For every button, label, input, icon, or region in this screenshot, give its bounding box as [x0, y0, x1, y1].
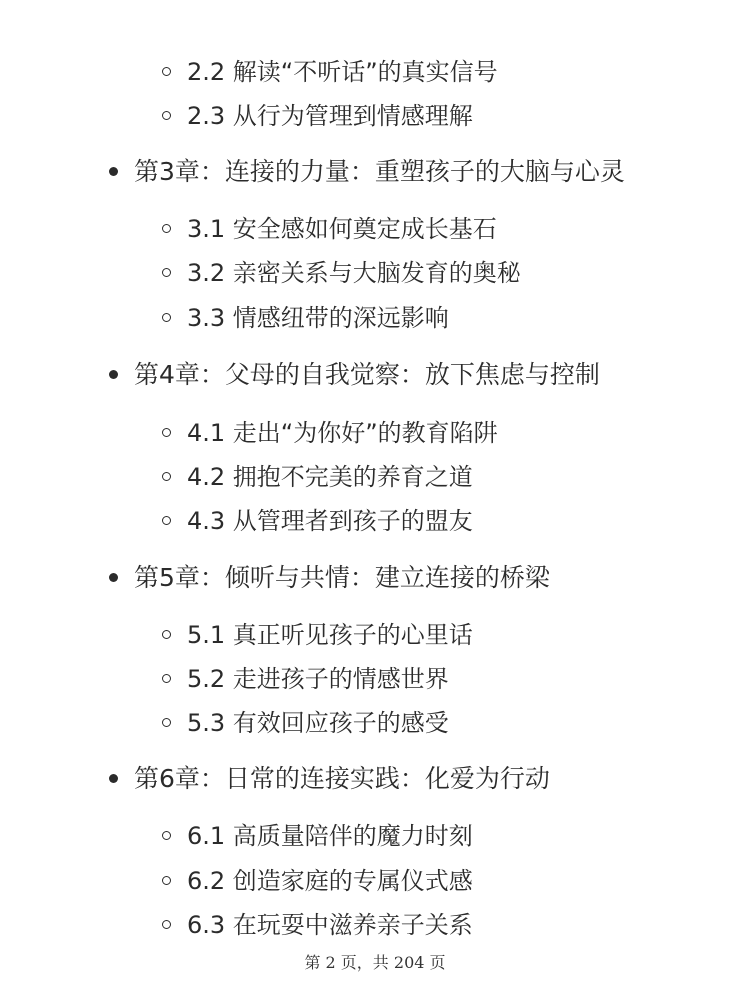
toc-item-label: 3.1 安全感如何奠定成长基石 — [187, 215, 497, 243]
toc-item-label: 3.2 亲密关系与大脑发育的奥秘 — [187, 259, 521, 287]
toc-item-label: 3.3 情感纽带的深远影响 — [187, 304, 449, 332]
toc-chapter-item — [109, 762, 550, 796]
toc-item-label: 4.1 走出“为你好”的教育陷阱 — [187, 419, 498, 447]
hollow-bullet-icon — [162, 313, 171, 322]
toc-item-label: 2.3 从行为管理到情感理解 — [187, 102, 473, 130]
toc-section-item — [162, 662, 449, 696]
toc-section-item — [162, 864, 473, 898]
page-number-footer: 第 2 页，共 204 页 — [304, 953, 446, 972]
toc-item-label: 5.2 走进孩子的情感世界 — [187, 665, 449, 693]
toc-chapter-item — [109, 561, 550, 595]
toc-section-item — [162, 706, 449, 740]
hollow-bullet-icon — [162, 718, 171, 727]
hollow-bullet-icon — [162, 516, 171, 525]
toc-item-label: 第4章：父母的自我觉察：放下焦虑与控制 — [134, 360, 600, 389]
toc-item-label: 第5章：倾听与共情：建立连接的桥梁 — [134, 563, 550, 592]
toc-section-item — [162, 618, 473, 652]
hollow-bullet-icon — [162, 268, 171, 277]
toc-item-label: 5.1 真正听见孩子的心里话 — [187, 621, 473, 649]
toc-item-label: 2.2 解读“不听话”的真实信号 — [187, 58, 498, 86]
toc-chapter-item — [109, 358, 600, 392]
filled-bullet-icon — [109, 573, 118, 582]
hollow-bullet-icon — [162, 428, 171, 437]
hollow-bullet-icon — [162, 630, 171, 639]
toc-section-item — [162, 908, 473, 942]
toc-item-label: 4.2 拥抱不完美的养育之道 — [187, 463, 473, 491]
filled-bullet-icon — [109, 370, 118, 379]
toc-item-label: 4.3 从管理者到孩子的盟友 — [187, 507, 473, 535]
toc-section-item — [162, 819, 473, 853]
toc-section-item — [162, 416, 498, 450]
hollow-bullet-icon — [162, 674, 171, 683]
hollow-bullet-icon — [162, 920, 171, 929]
toc-item-label: 6.1 高质量陪伴的魔力时刻 — [187, 822, 473, 850]
hollow-bullet-icon — [162, 67, 171, 76]
toc-section-item — [162, 504, 473, 538]
toc-section-item — [162, 256, 521, 290]
toc-item-label: 6.3 在玩耍中滋养亲子关系 — [187, 911, 473, 939]
toc-item-label: 5.3 有效回应孩子的感受 — [187, 709, 449, 737]
toc-section-item — [162, 460, 473, 494]
toc-section-item — [162, 301, 449, 335]
toc-section-item — [162, 212, 497, 246]
toc-item-label: 第3章：连接的力量：重塑孩子的大脑与心灵 — [134, 157, 625, 186]
hollow-bullet-icon — [162, 876, 171, 885]
filled-bullet-icon — [109, 167, 118, 176]
toc-item-label: 第6章：日常的连接实践：化爱为行动 — [134, 764, 550, 793]
hollow-bullet-icon — [162, 224, 171, 233]
toc-section-item — [162, 55, 498, 89]
toc-section-item — [162, 99, 473, 133]
hollow-bullet-icon — [162, 472, 171, 481]
filled-bullet-icon — [109, 774, 118, 783]
toc-item-label: 6.2 创造家庭的专属仪式感 — [187, 867, 473, 895]
hollow-bullet-icon — [162, 831, 171, 840]
hollow-bullet-icon — [162, 111, 171, 120]
toc-chapter-item — [109, 155, 625, 189]
